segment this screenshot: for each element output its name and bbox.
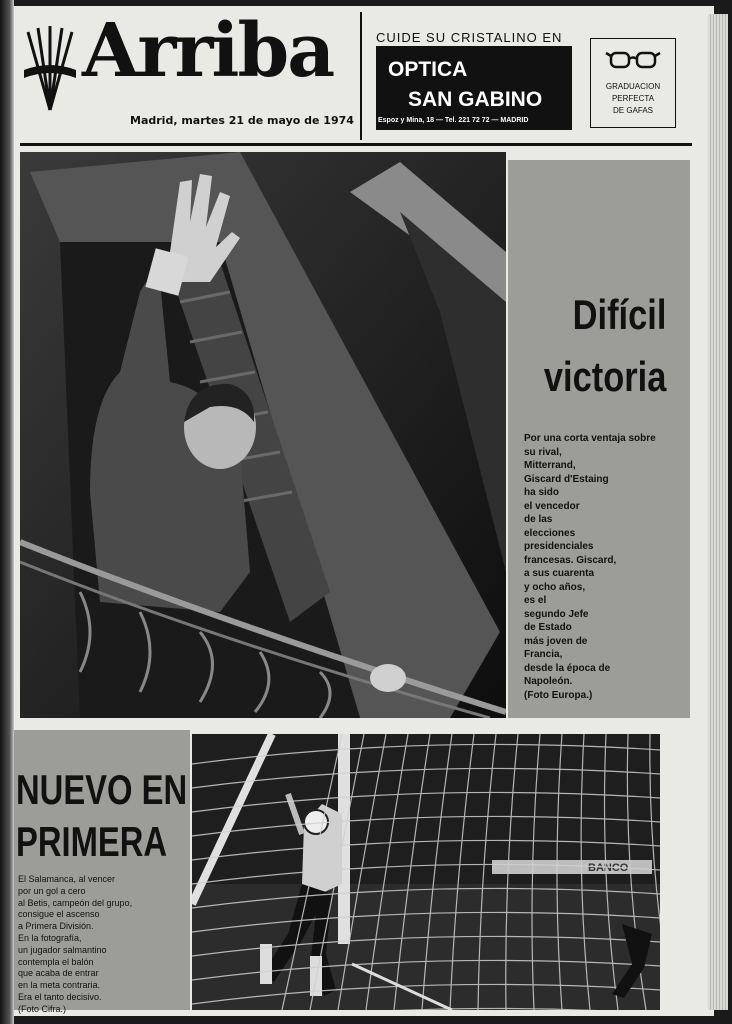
article-line: Giscard d'Estaing bbox=[524, 473, 609, 485]
article-line: desde la época de bbox=[524, 662, 611, 674]
book-binding-edge bbox=[0, 0, 14, 1024]
article-line: Era el tanto decisivo. bbox=[18, 991, 102, 1002]
second-story-panel bbox=[14, 730, 190, 1014]
lead-story-headline bbox=[543, 284, 666, 408]
stadium-banner-text: BANCO bbox=[588, 862, 629, 874]
advert-contact: Espoz y Mina, 18 — Tel. 221 72 72 — MADRID bbox=[378, 117, 529, 124]
second-story-headline bbox=[16, 764, 187, 868]
dateline: Madrid, martes 21 de mayo de 1974 bbox=[130, 114, 354, 127]
advert-tagline-line: GRADUACION bbox=[605, 82, 661, 91]
article-line: consigue el ascenso bbox=[18, 909, 100, 920]
advert-brand-line1: OPTICA bbox=[388, 58, 468, 81]
optician-advert bbox=[372, 24, 694, 136]
article-line: segundo Jefe bbox=[524, 608, 589, 620]
article-line: de las bbox=[524, 514, 553, 525]
masthead bbox=[20, 10, 360, 142]
article-line: y ocho años, bbox=[524, 581, 586, 593]
article-line: en la meta contraria. bbox=[18, 980, 101, 991]
article-line: su rival, bbox=[524, 446, 562, 458]
advert-tagline-line: DE GAFAS bbox=[612, 106, 653, 115]
header-rule bbox=[20, 143, 692, 146]
lead-headline-line2: victoria bbox=[543, 353, 666, 400]
article-line: a sus cuarenta bbox=[524, 568, 595, 579]
lead-story-panel bbox=[508, 160, 690, 718]
article-line: contempla el balón bbox=[18, 956, 94, 967]
article-line: francesas. Giscard, bbox=[524, 554, 617, 566]
advert-tagline-line: PERFECTA bbox=[611, 94, 655, 103]
lead-story-body bbox=[524, 432, 686, 702]
article-line: elecciones bbox=[524, 527, 576, 539]
article-line: al Betis, campeón del grupo, bbox=[18, 897, 133, 908]
article-line: Mitterrand, bbox=[524, 460, 576, 471]
article-line: Francia, bbox=[524, 649, 563, 660]
article-line: Napoleón. bbox=[524, 676, 573, 687]
yoke-and-arrows-emblem-icon bbox=[22, 24, 78, 114]
article-line: El Salamanca, al vencer bbox=[18, 874, 116, 884]
article-line: el vencedor bbox=[524, 500, 580, 512]
balcony-wave-photo bbox=[20, 152, 506, 718]
second-headline-line1: NUEVO EN bbox=[16, 766, 188, 813]
article-line: ha sido bbox=[524, 487, 560, 498]
article-line: (Foto Cifra.) bbox=[18, 1003, 67, 1014]
article-line: es el bbox=[524, 595, 547, 606]
article-line: (Foto Europa.) bbox=[524, 689, 593, 701]
advert-brand-line2: SAN GABINO bbox=[408, 88, 543, 111]
article-line: a Primera División. bbox=[18, 921, 94, 932]
article-line: de Estado bbox=[524, 622, 572, 633]
second-headline-line2: PRIMERA bbox=[16, 818, 168, 865]
header-divider bbox=[360, 12, 362, 140]
second-story-body bbox=[18, 874, 154, 1016]
article-line: En la fotografía, bbox=[18, 932, 82, 943]
lead-headline-line1: Difícil bbox=[572, 291, 666, 338]
article-line: por un gol a cero bbox=[18, 885, 86, 896]
article-line: más joven de bbox=[524, 635, 588, 647]
newspaper-title: Arriba bbox=[82, 8, 334, 94]
football-goal-photo bbox=[192, 734, 660, 1010]
article-line: un jugador salmantino bbox=[18, 944, 107, 955]
advert-tagline bbox=[591, 81, 675, 117]
advert-glasses-box bbox=[590, 38, 676, 128]
advert-headline: CUIDE SU CRISTALINO EN bbox=[376, 30, 563, 45]
article-line: que acaba de entrar bbox=[18, 968, 99, 979]
page-stack-edge bbox=[708, 14, 728, 1010]
article-line: Por una corta ventaja sobre bbox=[524, 433, 656, 444]
article-line: presidenciales bbox=[524, 541, 594, 552]
eyeglasses-icon bbox=[605, 47, 661, 75]
